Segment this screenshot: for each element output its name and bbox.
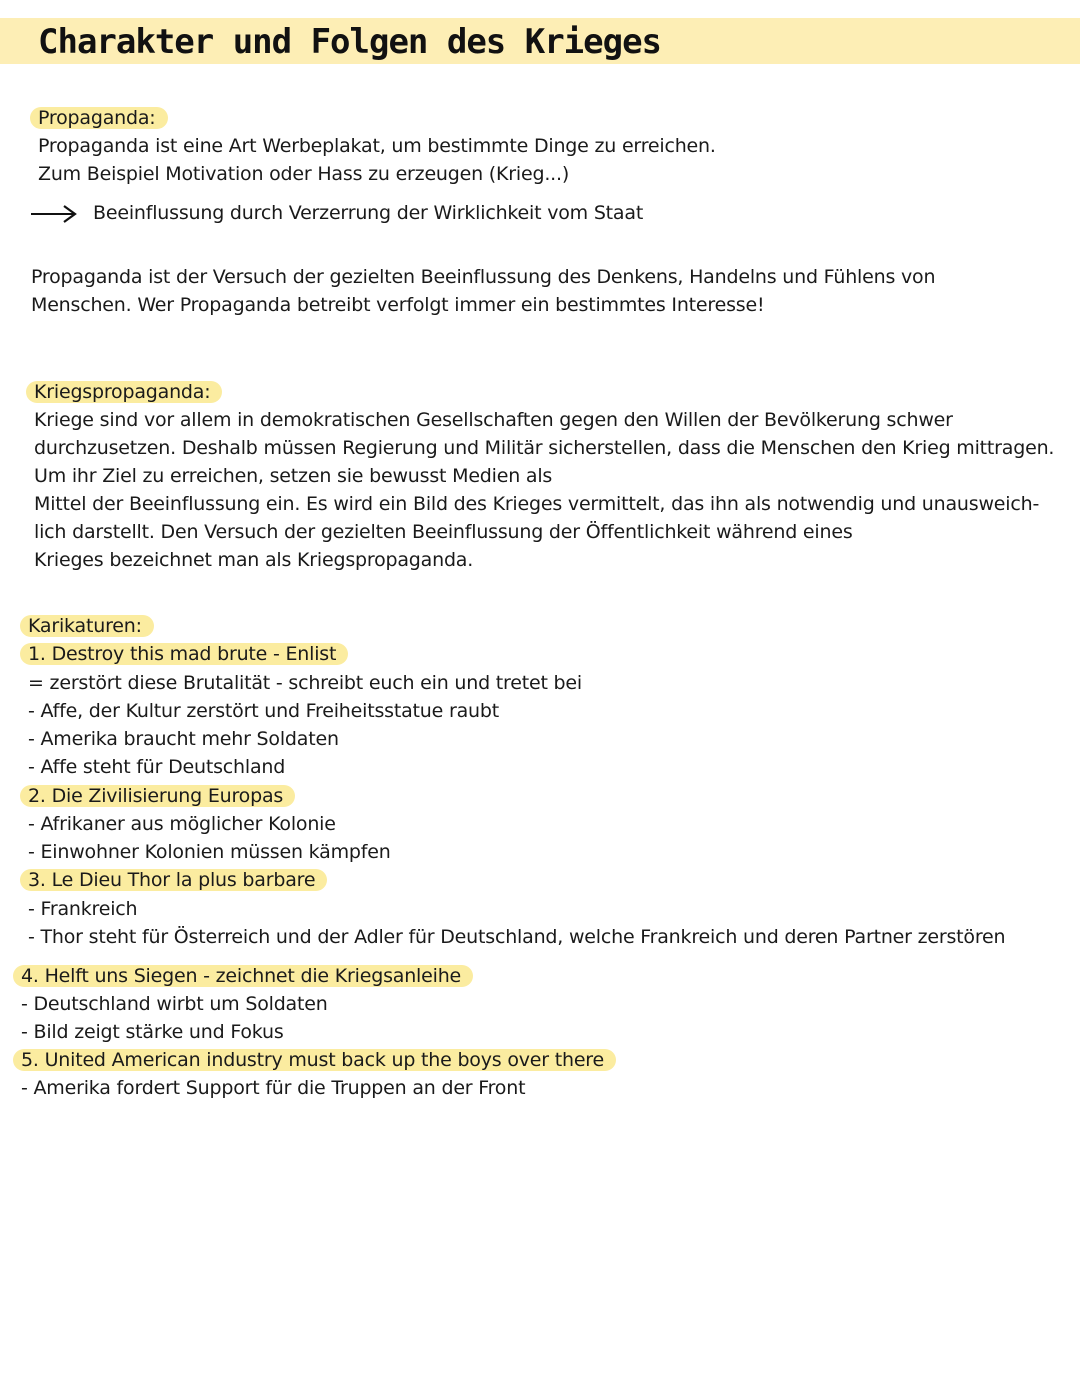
kriegspropaganda-line: Um ihr Ziel zu erreichen, setzen sie bewusst Medien als	[34, 465, 553, 487]
propaganda-heading-text: Propaganda:	[30, 107, 168, 129]
karikatur-point: - Bild zeigt stärke und Fokus	[21, 1021, 284, 1043]
karikatur-title: 3. Le Dieu Thor la plus barbare	[28, 866, 327, 894]
karikaturen-heading	[28, 612, 154, 640]
karikatur-title: 2. Die Zivilisierung Europas	[28, 782, 295, 810]
kriegspropaganda-line: durchzusetzen. Deshalb müssen Regierung und Militär sicherstellen, dass die Menschen den Krieg mittragen.	[34, 437, 1055, 459]
kriegspropaganda-line: lich darstellt. Den Versuch der gezielten Beeinflussung der Öffentlichkeit während eines	[34, 521, 853, 543]
karikatur-point: - Frankreich	[28, 898, 138, 920]
karikatur-title: 5. United American industry must back up the boys over there	[21, 1046, 616, 1074]
propaganda-heading	[38, 104, 168, 132]
kriegspropaganda-heading-text: Kriegspropaganda:	[26, 381, 222, 403]
propaganda-line-2: Zum Beispiel Motivation oder Hass zu erzeugen (Krieg...)	[38, 163, 570, 185]
kriegspropaganda-line: Mittel der Beeinflussung ein. Es wird ein Bild des Krieges vermittelt, das ihn als notwendig und unausweich-	[34, 493, 1040, 515]
karikatur-point: - Afrikaner aus möglicher Kolonie	[28, 813, 336, 835]
karikatur-title: 1. Destroy this mad brute - Enlist	[28, 640, 348, 668]
propaganda-definition-1: Propaganda ist der Versuch der gezielten Beeinflussung des Denkens, Handelns und Fühlens von	[31, 266, 936, 288]
propaganda-arrow-text: Beeinflussung durch Verzerrung der Wirklichkeit vom Staat	[93, 202, 644, 224]
karikatur-point: - Amerika braucht mehr Soldaten	[28, 728, 339, 750]
karikaturen-heading-text: Karikaturen:	[20, 615, 154, 637]
karikatur-point: - Affe, der Kultur zerstört und Freiheitsstatue raubt	[28, 700, 499, 722]
karikatur-point: - Thor steht für Österreich und der Adler für Deutschland, welche Frankreich und deren Partner zerstören	[28, 926, 1006, 948]
karikatur-point: - Amerika fordert Support für die Truppen an der Front	[21, 1077, 526, 1099]
propaganda-definition-2: Menschen. Wer Propaganda betreibt verfolgt immer ein bestimmtes Interesse!	[31, 294, 765, 316]
kriegspropaganda-heading	[34, 378, 222, 406]
page-title: Charakter und Folgen des Krieges	[38, 22, 662, 62]
propaganda-line-1: Propaganda ist eine Art Werbeplakat, um bestimmte Dinge zu erreichen.	[38, 135, 716, 157]
karikatur-point: = zerstört diese Brutalität - schreibt euch ein und tretet bei	[28, 672, 582, 694]
right-arrow-icon	[30, 204, 78, 224]
kriegspropaganda-line: Krieges bezeichnet man als Kriegspropaganda.	[34, 549, 474, 571]
karikatur-point: - Deutschland wirbt um Soldaten	[21, 993, 328, 1015]
karikatur-title: 4. Helft uns Siegen - zeichnet die Kriegsanleihe	[21, 962, 473, 990]
kriegspropaganda-line: Kriege sind vor allem in demokratischen Gesellschaften gegen den Willen der Bevölkerung schwer	[34, 409, 953, 431]
karikatur-point: - Affe steht für Deutschland	[28, 756, 286, 778]
karikatur-point: - Einwohner Kolonien müssen kämpfen	[28, 841, 391, 863]
